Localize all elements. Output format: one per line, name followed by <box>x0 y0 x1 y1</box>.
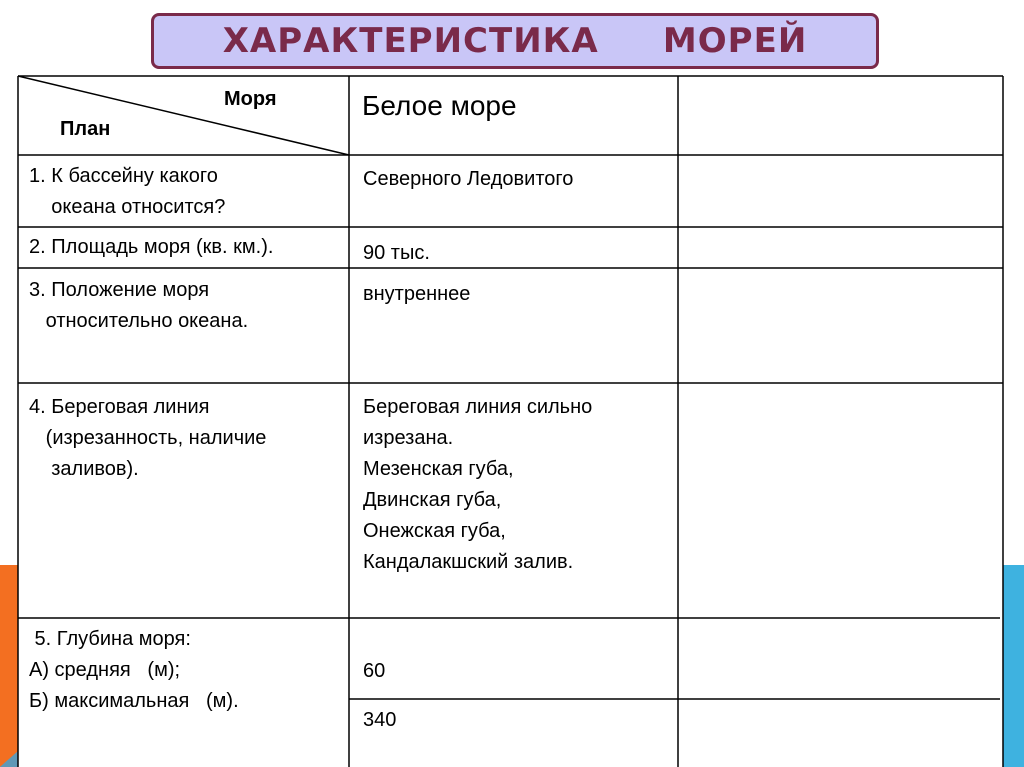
header-seas-label: Моря <box>224 88 277 110</box>
row-4-question-line-2: (изрезанность, наличие <box>29 427 267 449</box>
header-plan-label: План <box>60 118 111 140</box>
row-4-answer-line-1: Береговая линия сильно <box>363 396 593 418</box>
row-4-answer-line-4: Двинская губа, <box>363 489 502 511</box>
row-3-answer: внутреннее <box>363 283 471 305</box>
row-5-answer-maximum: 340 <box>363 709 397 731</box>
row-3-question-line-2: относительно океана. <box>29 310 249 332</box>
row-1-answer: Северного Ледовитого <box>363 168 574 190</box>
row-4-question-line-1: 4. Береговая линия <box>29 396 210 418</box>
row-4-answer-line-5: Онежская губа, <box>363 520 506 542</box>
header-sea-name: Белое море <box>362 90 517 121</box>
row-2-question: 2. Площадь моря (кв. км.). <box>29 236 274 258</box>
row-1-question-line-2: океана относится? <box>29 196 226 218</box>
row-5-answer-average: 60 <box>363 660 386 682</box>
row-4-question-line-3: заливов). <box>29 458 139 480</box>
row-1-question-line-1: 1. К бассейну какого <box>29 165 218 187</box>
row-3-question-line-1: 3. Положение моря <box>29 279 210 301</box>
row-2-answer: 90 тыс. <box>363 242 430 264</box>
row-4-answer-line-3: Мезенская губа, <box>363 458 514 480</box>
row-4-answer-line-2: изрезана. <box>363 427 454 449</box>
page-title: ХАРАКТЕРИСТИКА МОРЕЙ <box>222 21 808 61</box>
row-5-question-line-1: 5. Глубина моря: <box>29 628 191 650</box>
row-5-question-line-2: А) средняя (м); <box>29 659 181 681</box>
row-4-answer-line-6: Кандалакшский залив. <box>363 551 574 573</box>
row-5-question-line-3: Б) максимальная (м). <box>29 690 239 712</box>
